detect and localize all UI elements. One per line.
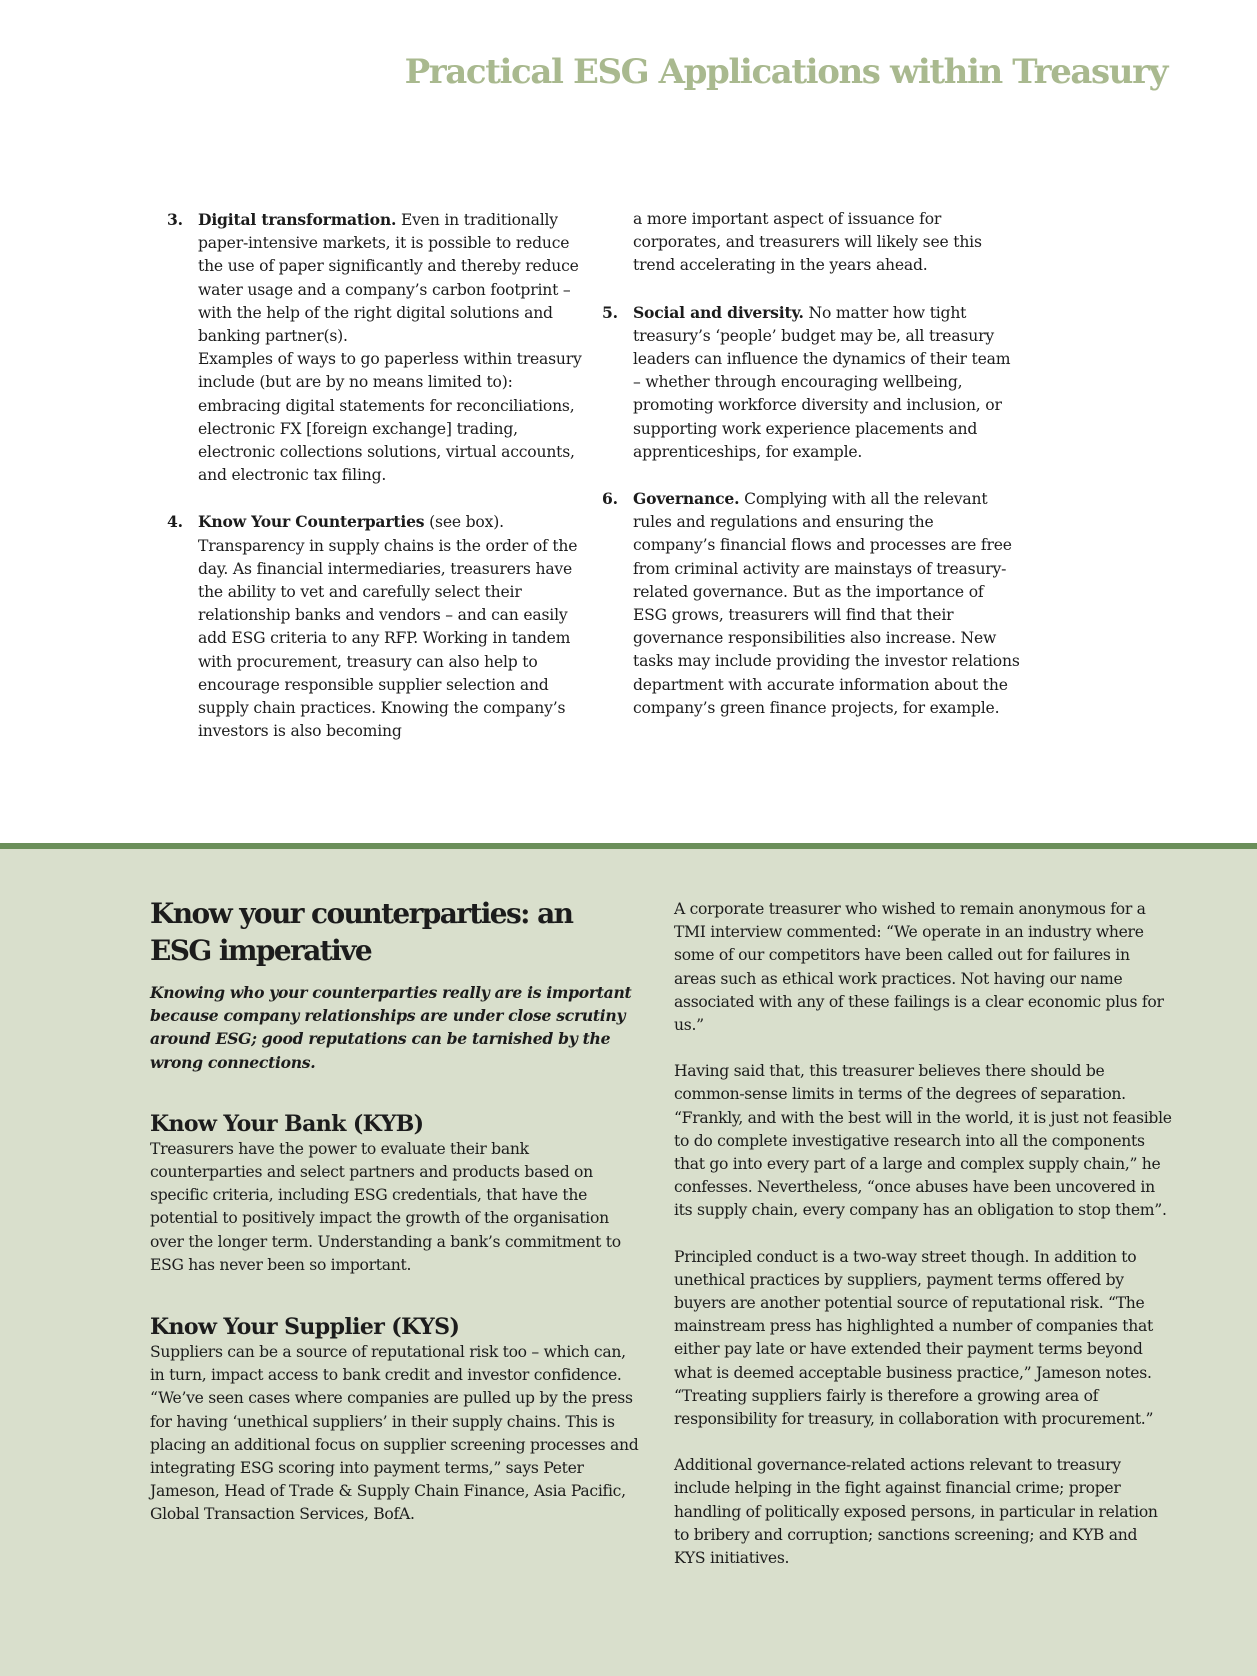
box-paragraph-principled-conduct: Principled conduct is a two-way street though. In addition to unethical practices by suppliers, payment terms offered by buyers are another potential source of reputational risk. “The mainstream press has highlighted a number of companies that either pay late or have extended their payment terms beyond what is deemed acceptable business practice,” Jameson notes. “Treating suppliers fairly is therefore a growing area of responsibility for treasury, in collaboration with procurement.” [674, 1247, 1154, 1429]
list-item-social-diversity [600, 301, 1020, 464]
box-intro: Knowing who your counterparties really are is important because company relationships are under close scrutiny around ESG; good reputations can be tarnished by the wrong connections. [150, 983, 632, 1072]
kyb-heading: Know Your Bank (KYB) [150, 1110, 424, 1137]
list-item-number: 5. [602, 302, 618, 322]
box-paragraph-common-sense: Having said that, this treasurer believes there should be common-sense limits in terms of the degrees of separation. “Frankly, and with the best will in the world, it is just not feasible to do complete investigative research into all the components that go into every part of a large and complex supply chain,” he confesses. Nevertheless, “once abuses have been uncovered in its supply chain, every company has an obligation to stop them”. [674, 1062, 1172, 1220]
list-item-heading: Digital transformation. [198, 210, 397, 229]
list-item-body: No matter how tight treasury’s ‘people’ budget may be, all treasury leaders can influence the dynamics of their team – whether through encouraging wellbeing, promoting workforce diversity and inclusion, or supporting work experience placements and apprenticeships, for example. [633, 303, 1011, 461]
list-item-digital-transformation [165, 208, 585, 487]
box-title: Know your counterparties: an ESG imperative [150, 897, 573, 967]
kys-text: Suppliers can be a source of reputational risk too – which can, in turn, impact access to bank credit and investor confidence. “We’ve seen cases where companies are pulled up by the press for having ‘unethical suppliers’ in their supply chains. This is placing an additional focus on supplier screening processes and integrating ESG scoring into payment terms,” says Peter Jameson, Head of Trade & Supply Chain Finance, Asia Pacific, Global Transaction Services, BofA. [150, 1343, 639, 1524]
box-column-right [674, 898, 1172, 1570]
list-item-heading: Governance. [633, 489, 740, 509]
list-item-number: 4. [167, 512, 183, 532]
list-item-number: 3. [167, 210, 183, 229]
list-item-know-your-counterparties [165, 510, 585, 743]
list-item-heading: Know Your Counterparties [198, 512, 425, 532]
list-item-text [198, 510, 585, 743]
list-item-heading: Social and diversity. [633, 302, 804, 322]
counterparties-box [0, 843, 1257, 1676]
list-item-body: Complying with all the relevant rules and regulations and ensuring the company’s financial flows and processes are free from criminal activity are mainstays of treasury-related governance. But as the importance of ESG grows, treasurers will find that their governance responsibilities also increase. New tasks may include providing the investor relations department with accurate information about the company’s green finance projects, for example. [633, 490, 1020, 717]
list-item-text [198, 208, 585, 348]
list-item-body: Even in traditionally paper-intensive markets, it is possible to reduce the use of paper significantly and thereby reduce water usage and a company’s carbon footprint – with the help of the right digital solutions and banking partner(s). [198, 211, 579, 346]
kys-heading: Know Your Supplier (KYS) [150, 1314, 460, 1341]
list-column-right [600, 208, 1020, 720]
page-title: Practical ESG Applications within Treasury [404, 52, 1167, 92]
list-item-governance [600, 487, 1020, 720]
box-column-left [150, 895, 640, 1527]
box-paragraph-governance-actions: Additional governance-related actions relevant to treasury include helping in the fight against financial crime; proper handling of politically exposed persons, in particular in relation to bribery and corruption; sanctions screening; and KYB and KYS initiatives. [674, 1456, 1158, 1568]
kyb-text: Treasurers have the power to evaluate their bank counterparties and select partners and products based on specific criteria, including ESG credentials, that have the potential to positively impact the growth of the organisation over the longer term. Understanding a bank’s commitment to ESG has never been so important. [150, 1139, 621, 1274]
list-item-number: 6. [602, 489, 618, 509]
list-column-left [165, 208, 585, 743]
box-paragraph-anonymous-treasurer: A corporate treasurer who wished to remain anonymous for a TMI interview commented: “We operate in an industry where some of our competitors have been called out for failures in areas such as ethical work practices. Not having our name associated with any of these failings is a clear economic plus for us.” [674, 900, 1164, 1035]
list-item-text [633, 487, 1020, 720]
list-item-body-2: Examples of ways to go paperless within treasury include (but are by no means limited to): embracing digital statements for reconciliations, electronic FX [foreign exchange] trading, electronic collections solutions, virtual accounts, and electronic tax filing. [198, 350, 582, 485]
list-item-continuation [600, 208, 1020, 278]
list-item-continued-text: a more important aspect of issuance for corporates, and treasurers will likely see this trend accelerating in the years ahead. [633, 210, 982, 275]
list-item-body: (see box). Transparency in supply chains is the order of the day. As financial intermediaries, treasurers have the ability to vet and carefully select their relationship banks and vendors – and can easily add ESG criteria to any RFP. Working in tandem with procurement, treasury can also help to encourage responsible supplier selection and supply chain practices. Knowing the company’s investors is also becoming [198, 513, 578, 741]
list-item-text [633, 301, 1020, 464]
